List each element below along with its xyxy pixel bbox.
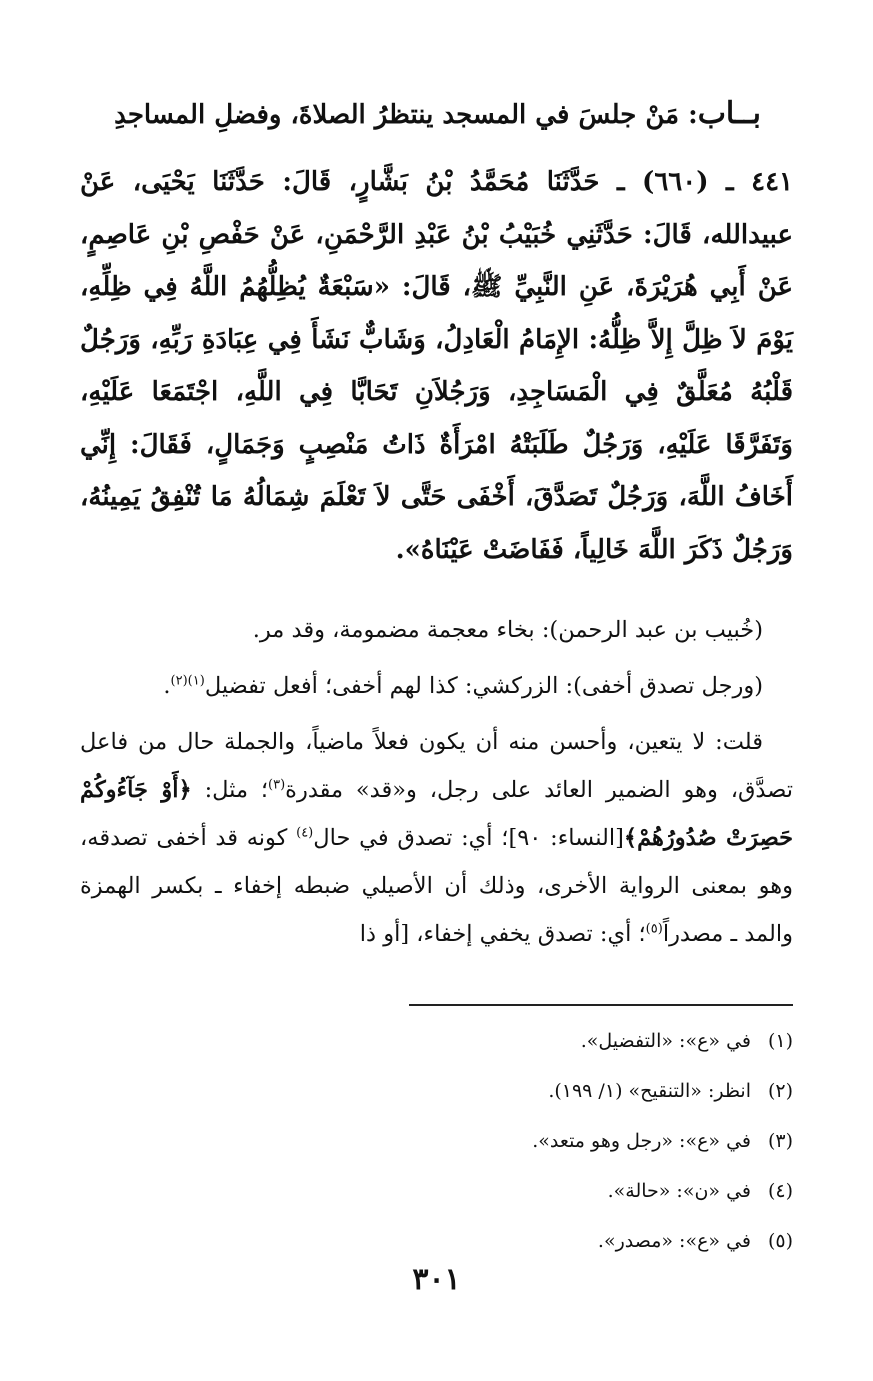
commentary-text-d: كونه قد أخفى تصدقه، وهو بمعنى الرواية الأخرى، وذلك أن الأصيلي ضبطه إخفاء ـ بكسر الهمزة والمد ـ مصدراً xyxy=(80,825,793,947)
footnote-text: في «ع»: «مصدر». xyxy=(597,1230,751,1252)
footnote-item xyxy=(80,1216,793,1266)
commentary-paragraph-2 xyxy=(80,662,793,710)
footnotes xyxy=(80,1016,793,1266)
footnote-marker: (٥) xyxy=(645,921,663,937)
footnote-text: في «ع»: «رجل وهو متعد». xyxy=(532,1130,751,1152)
commentary-text-b: ؛ مثل: xyxy=(204,777,269,803)
footnote-divider xyxy=(409,1004,793,1006)
commentary-paragraph-1: (خُبيب بن عبد الرحمن): بخاء معجمة مضمومة، وقد مر. xyxy=(252,617,763,643)
page-number: ٣٠١ xyxy=(412,1262,461,1297)
footnote-number: (٤) xyxy=(767,1180,793,1202)
footnote-marker: (٣) xyxy=(268,777,286,793)
footnote-marker: (١)(٢) xyxy=(170,673,205,689)
chapter-heading xyxy=(80,92,761,137)
commentary-text-a: قلت: لا يتعين، وأحسن منه أن يكون فعلاً ماضياً، والجملة حال من فاعل تصدَّق، وهو الضمير العائد على رجل، و«قد» مقدرة xyxy=(80,729,793,803)
footnote-marker: (٤) xyxy=(296,825,314,841)
footnote-number: (٣) xyxy=(767,1130,793,1152)
footnote-item xyxy=(80,1116,793,1166)
quran-reference: [النساء: ٩٠] xyxy=(508,825,624,851)
footnote-text: انظر: «التنقيح» (١/ ١٩٩). xyxy=(548,1080,751,1102)
footnote-number: (٢) xyxy=(767,1080,793,1102)
footnote-item xyxy=(80,1066,793,1116)
footnote-number: (١) xyxy=(767,1030,793,1052)
footnote-item xyxy=(80,1166,793,1216)
commentary-text-c: ؛ أي: تصدق في حال xyxy=(313,825,509,851)
footnote-text: في «ع»: «التفضيل». xyxy=(580,1030,751,1052)
footnote-number: (٥) xyxy=(767,1230,793,1252)
hadith-text: ٤٤١ ـ (٦٦٠) ـ حَدَّثَنَا مُحَمَّدُ بْنُ بَشَّارٍ، قَالَ: حَدَّثَنَا يَحْيَى، عَنْ عبيدالله، قَالَ: حَدَّثَنِي خُبَيْبُ بْنُ عَبْدِ الرَّحْمَنِ، عَنْ حَفْصِ بْنِ عَاصِمٍ، عَنْ أَبِي هُرَيْرَةَ، عَنِ النَّبِيِّ ﷺ، قَالَ: «سَبْعَةٌ يُظِلُّهُمُ اللَّهُ فِي ظِلِّهِ، يَوْمَ لاَ ظِلَّ إِلاَّ ظِلُّهُ: الإِمَامُ الْعَادِلُ، وَشَابٌّ نَشَأَ فِي عِبَادَةِ رَبِّهِ، وَرَجُلٌ قَلْبُهُ مُعَلَّقٌ فِي الْمَسَاجِدِ، وَرَجُلاَنِ تَحَابَّا فِي اللَّهِ، اجْتَمَعَا عَلَيْهِ، وَتَفَرَّقَا عَلَيْهِ، وَرَجُلٌ طَلَبَتْهُ امْرَأَةٌ ذَاتُ مَنْصِبٍ وَجَمَالٍ، فَقَالَ: إِنِّي أَخَافُ اللَّهَ، وَرَجُلٌ تَصَدَّقَ، أَخْفَى حَتَّى لاَ تَعْلَمَ شِمَالُهُ مَا تُنْفِقُ يَمِينُهُ، وَرَجُلٌ ذَكَرَ اللَّهَ خَالِياً، فَفَاضَتْ عَيْنَاهُ». xyxy=(80,167,794,565)
commentary xyxy=(80,606,793,958)
quran-quote: ﴿أَوْ جَآءُوكُمْ حَصِرَتْ صُدُورُهُمْ﴾ xyxy=(80,777,793,851)
commentary-paragraph-2-end: . xyxy=(163,673,171,699)
commentary-text-e: ؛ أي: تصدق يخفي إخفاء، [أو ذا xyxy=(359,921,646,947)
footnote-text: في «ن»: «حالة». xyxy=(607,1180,751,1202)
chapter-label: بــاب xyxy=(697,96,761,131)
commentary-paragraph-3 xyxy=(80,718,793,958)
chapter-title: : مَنْ جلسَ في المسجد ينتظرُ الصلاةَ، وفضلِ المساجدِ xyxy=(114,100,698,130)
footnote-item xyxy=(80,1016,793,1066)
commentary-paragraph-2-text: (ورجل تصدق أخفى): الزركشي: كذا لهم أخفى؛ أفعل تفضيل xyxy=(204,673,763,699)
